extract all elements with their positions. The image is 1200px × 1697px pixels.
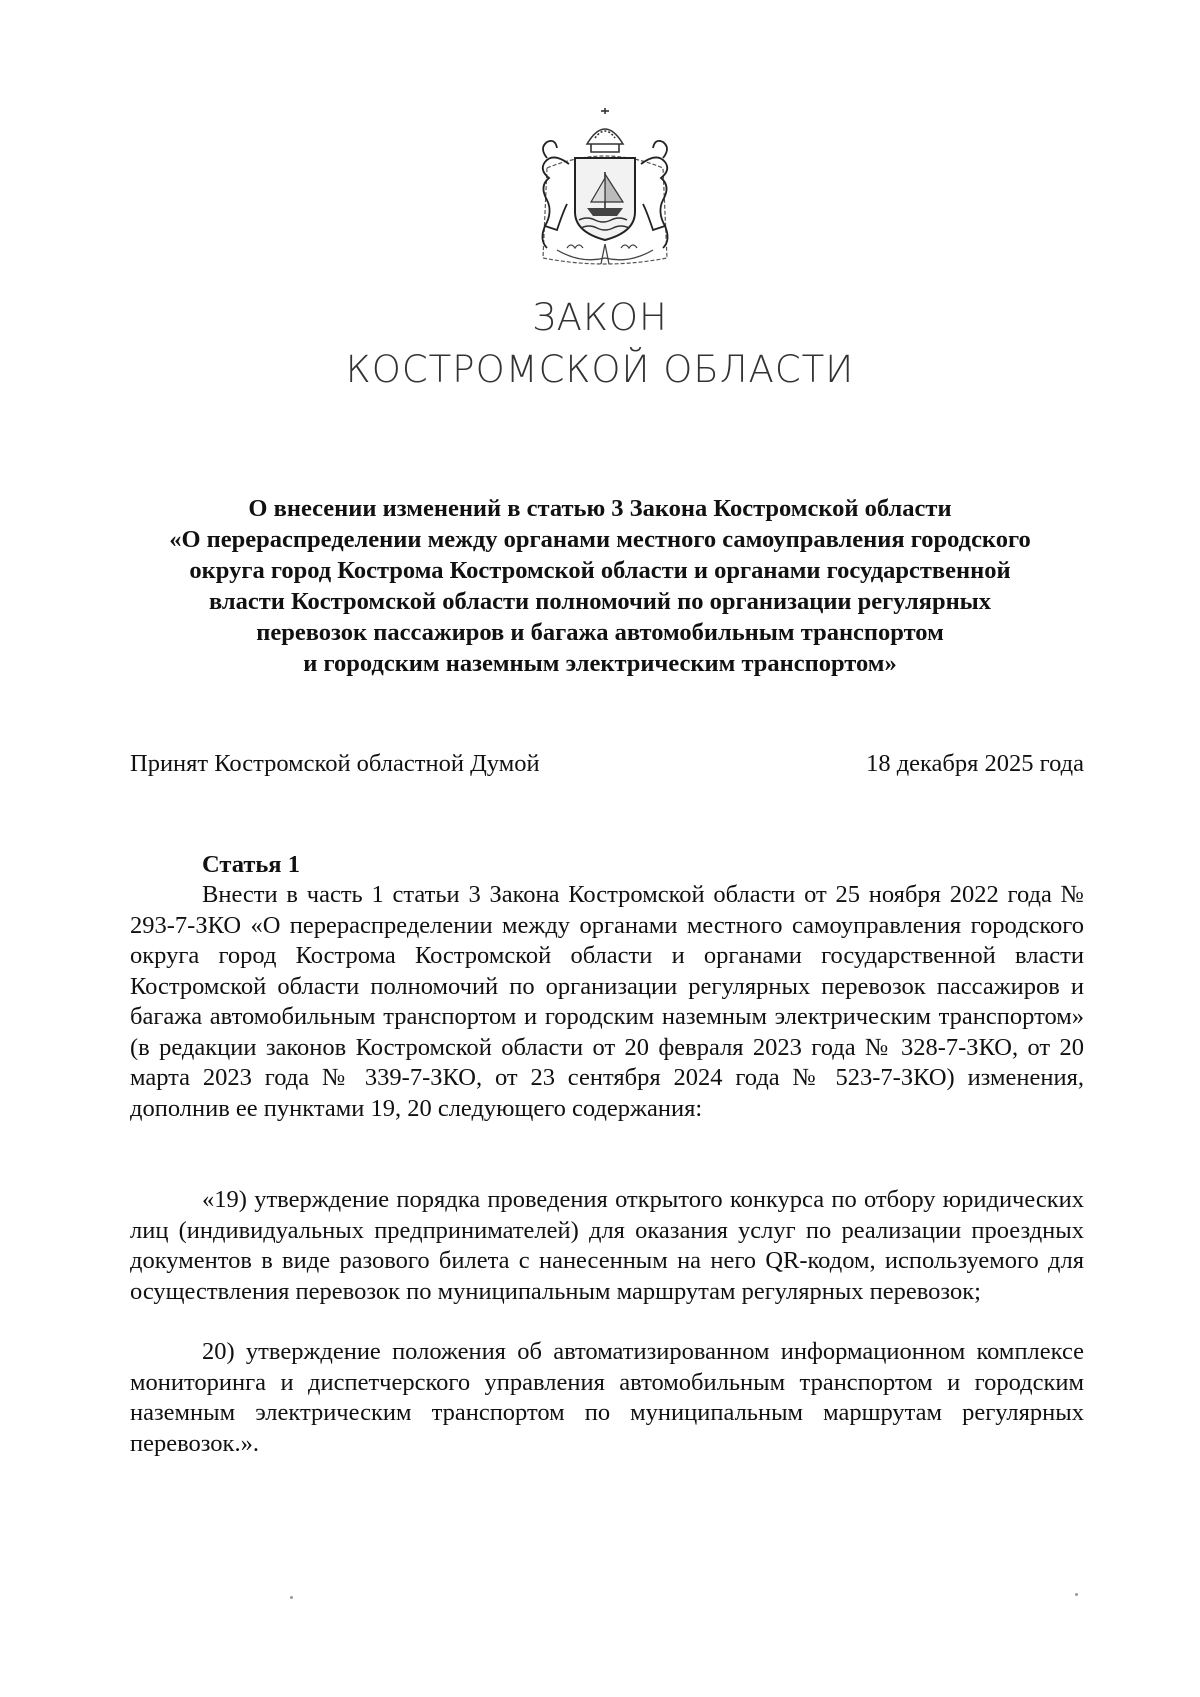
law-title: ЗАКОН: [532, 296, 668, 339]
adoption-date: 18 декабря 2025 года: [866, 750, 1084, 777]
article-heading: Статья 1: [202, 851, 300, 878]
scan-speck: [290, 1596, 293, 1599]
region-title: КОСТРОМСКОЙ ОБЛАСТИ: [345, 348, 855, 391]
article-paragraph: 20) утверждение положения об автоматизированном информационном комплексе мониторинга и диспетчерского управления автомобильным транспортом и городским наземным электрическим транспортом по муниципальным маршрутам регулярных перевозок.».: [130, 1338, 1084, 1457]
subject-line: округа город Кострома Костромской области и органами государственной: [189, 557, 1011, 584]
subject-line: и городским наземным электрическим транспортом»: [303, 650, 897, 677]
law-subject-title: [120, 493, 1080, 679]
subject-line: власти Костромской области полномочий по организации регулярных: [208, 588, 992, 615]
subject-line: О внесении изменений в статью 3 Закона Костромской области: [248, 495, 952, 522]
kostroma-coat-of-arms-icon: [517, 108, 693, 270]
article-paragraph: Внести в часть 1 статьи 3 Закона Костромской области от 25 ноября 2022 года № 293-7-ЗКО «О перераспределении между органами местного самоуправления городского округа город Кострома Костромской области и органами государственной власти Костромской области полномочий по организации регулярных перевозок пассажиров и багажа автомобильным транспортом и городским наземным электрическим транспортом» (в редакции законов Костромской области от 20 февраля 2023 года № 328-7-ЗКО, от 20 марта 2023 года № 339-7-ЗКО, от 23 сентября 2024 года № 523-7-ЗКО) изменения, дополнив ее пунктами 19, 20 следующего содержания:: [130, 881, 1084, 1122]
subject-line: перевозок пассажиров и багажа автомобильным транспортом: [256, 619, 944, 646]
scan-speck: [1075, 1593, 1078, 1596]
adopted-by: Принят Костромской областной Думой: [130, 750, 540, 777]
coat-of-arms-emblem: [517, 108, 693, 270]
article-paragraph: «19) утверждение порядка проведения открытого конкурса по отбору юридических лиц (индивидуальных предпринимателей) для оказания услуг по реализации проездных документов в виде разового билета с нанесенным на него QR-кодом, используемого для осуществления перевозок по муниципальным маршрутам регулярных перевозок;: [130, 1186, 1084, 1305]
subject-line: «О перераспределении между органами местного самоуправления городского: [169, 526, 1031, 553]
